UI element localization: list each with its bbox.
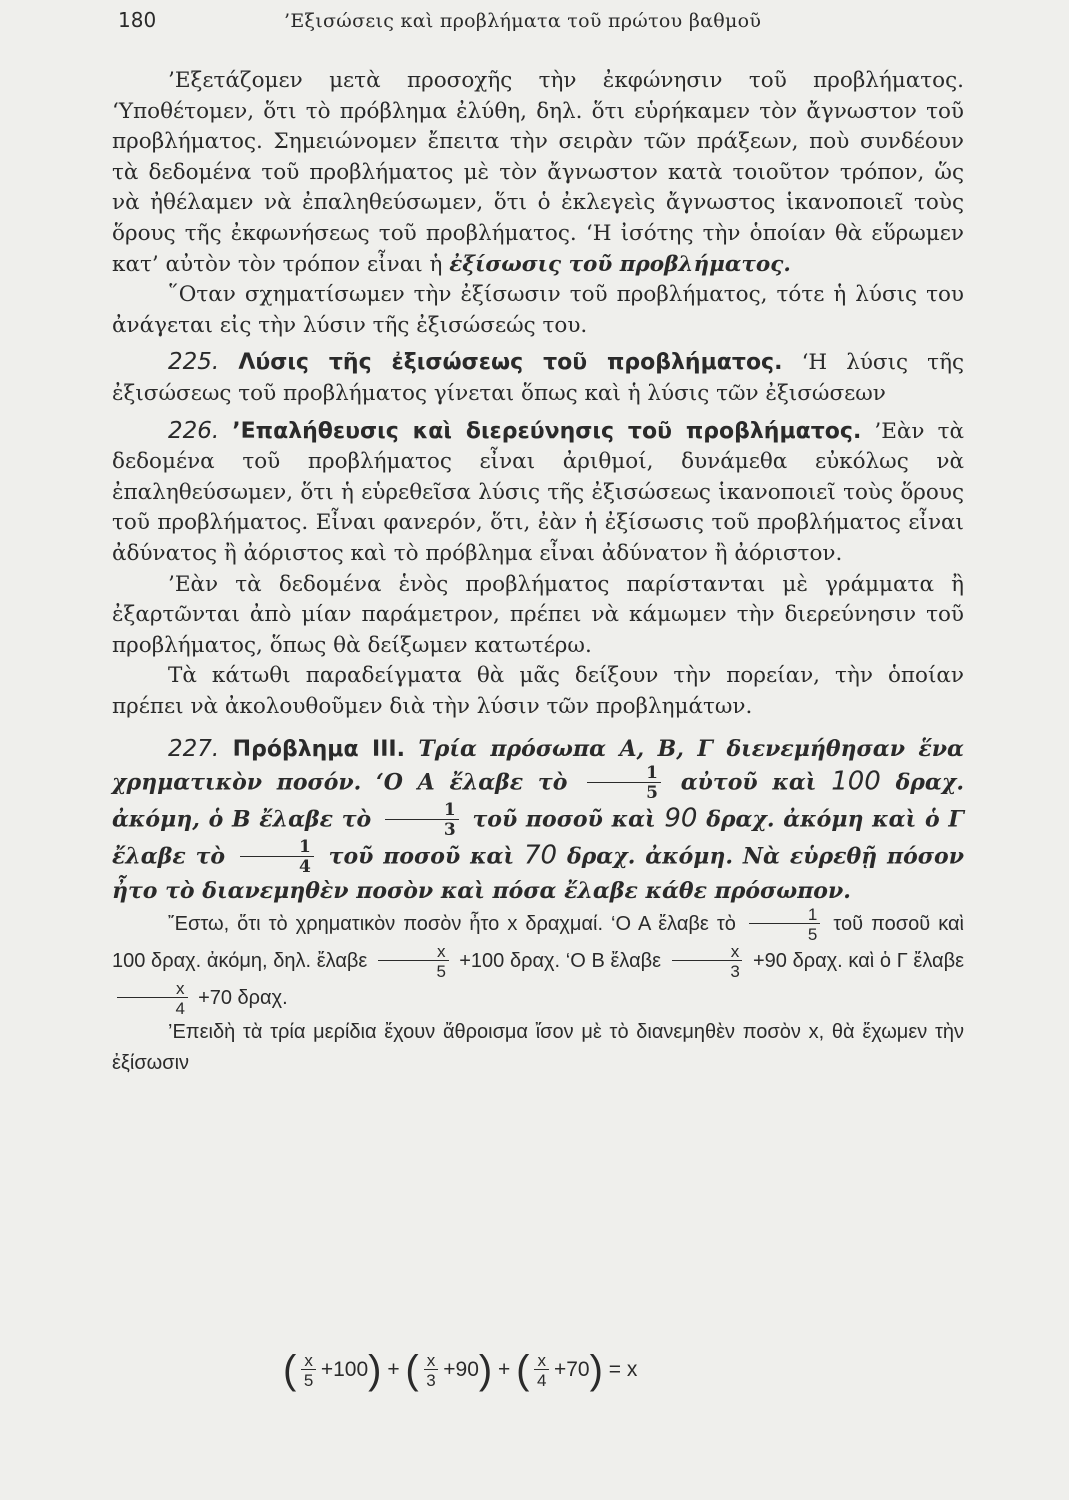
- paragraph-examples: Τὰ κάτωθι παραδείγματα θὰ μᾶς δείξουν τὴν πορείαν, τὴν ὁποίαν πρέπει νὰ ἀκολουθοῦμεν διὰ τὴν λύσιν τῶν προβλημάτων.: [112, 663, 964, 719]
- eq-term-3: +70: [553, 1358, 590, 1382]
- solution-text-e: +70 δραχ.: [198, 987, 288, 1010]
- solution-text-b: τοῦ ποσοῦ καὶ 100 δραχ. ἀκόμη, δηλ. ἔλαβε: [112, 913, 964, 973]
- section-226-number: 226.: [168, 417, 220, 444]
- problem-amount-90: 90: [664, 803, 698, 834]
- eq-plus-2: +: [498, 1358, 511, 1382]
- section-226-title: ’Επαλήθευσις καὶ διερεύνησις τοῦ προβλήματος.: [232, 418, 862, 444]
- section-227-title: Πρόβλημα ΙΙΙ.: [232, 737, 405, 763]
- solution-frac-1-5: $\frac{1}{5}$: [749, 906, 820, 943]
- solution-frac-x-5: $\frac{x}{5}$: [378, 943, 449, 980]
- solution-frac-x-3: $\frac{x}{3}$: [672, 943, 743, 980]
- section-225-title: Λύσις τῆς ἐξισώσεως τοῦ προβλήματος.: [238, 350, 783, 376]
- problem-text-1: Τρία πρόσωπα Α, Β, Γ διενεμήθησαν ἕνα χρηματικὸν ποσόν. ‘Ο Α ἔλαβε τὸ: [112, 736, 964, 796]
- page-body: [112, 66, 964, 1079]
- paragraph-method-text: ’Εξετάζομεν μετὰ προσοχῆς τὴν ἐκφώνησιν τοῦ προβλήματος. ‘Υποθέτομεν, ὅτι τὸ πρόβλημα ἐλύθη, δηλ. ὅτι εὑρήκαμεν τὸν ἄγνωστον τοῦ προβλήματος. Σημειώνομεν ἔπειτα τὴν σειρὰν τῶν πράξεων, ποὺ συνδέουν τὰ δεδομένα τοῦ προβλήματος μὲ τὸν ἄγνωστον κατὰ τοιοῦτον τρόπον, ὥς νὰ ἠθέλαμεν νὰ ἐπαληθεύσωμεν, ὅτι ὁ ἐκλεγεὶς ἄγνωστος ἱκανοποιεῖ τοὺς ὅρους τῆς ἐκφωνήσεως τοῦ προβλήματος. ‘Η ἰσότης τὴν ὁποίαν θὰ εὕρωμεν κατ’ αὐτὸν τὸν τρόπον εἶναι ἡ: [112, 68, 964, 277]
- problem-text-5: δραχ. ἀκόμη καὶ ὁ Γ ἔλαβε τὸ: [112, 806, 964, 870]
- section-225-text: ‘Η λύσις τῆς ἐξισώσεως τοῦ προβλήματος γίνεται ὅπως καὶ ἡ λύσις τῶν ἐξισώσεων: [112, 350, 964, 406]
- fraction-one-fourth: $\frac{1}{4}$: [240, 839, 314, 876]
- problem-text-2: αὐτοῦ καὶ: [680, 769, 817, 796]
- solution-frac-x-4: $\frac{x}{4}$: [117, 980, 188, 1017]
- paren-close-3: ): [589, 1348, 603, 1392]
- paragraph-sum: ’Επειδὴ τὰ τρία μερίδια ἔχουν ἄθροισμα ἴσον μὲ τὸ διανεμηθὲν ποσὸν x, θὰ ἔχωμεν τὴν ἐξίσωσιν: [112, 1021, 964, 1075]
- section-225: [112, 347, 964, 409]
- eq-term-1: +100: [320, 1358, 369, 1382]
- eq-term-2: +90: [443, 1358, 479, 1382]
- paragraph-solution: [112, 906, 964, 1017]
- eq-frac-x-3: $\frac{x}{3}$: [424, 1352, 439, 1389]
- problem-text-3: δραχ. ἀκόμη, ὁ Β ἔλαβε τὸ: [112, 769, 964, 833]
- solution-text-a: ῎Εστω, ὅτι τὸ χρηματικὸν ποσὸν ἦτο x δραχμαί. ‘Ο Α ἔλαβε τὸ: [168, 913, 736, 936]
- section-226: [112, 416, 964, 570]
- fraction-one-third: $\frac{1}{3}$: [385, 802, 459, 839]
- section-225-number: 225.: [168, 349, 220, 376]
- equation: [283, 1348, 637, 1393]
- paren-open-1: (: [283, 1348, 297, 1392]
- section-227-number: 227.: [168, 736, 220, 763]
- paren-close-1: ): [368, 1348, 382, 1392]
- eq-frac-x-4: $\frac{x}{4}$: [534, 1352, 549, 1389]
- solution-text-c: +100 δραχ. ‘Ο Β ἔλαβε: [459, 950, 662, 973]
- problem-text-4: τοῦ ποσοῦ καὶ: [472, 806, 656, 833]
- eq-frac-x-5: $\frac{x}{5}$: [301, 1352, 316, 1389]
- paragraph-method: [112, 66, 964, 280]
- running-title: ’Εξισώσεις καὶ προβλήματα τοῦ πρώτου βαθμοῦ: [284, 10, 762, 32]
- paren-open-3: (: [516, 1348, 530, 1392]
- page-header: [118, 8, 979, 38]
- paragraph-solution-reduces: ῞Οταν σχηματίσωμεν τὴν ἐξίσωσιν τοῦ προβλήματος, τότε ἡ λύσις του ἀνάγεται εἰς τὴν λύσιν τῆς ἐξισώσεώς του.: [112, 282, 964, 338]
- solution-text-d: +90 δραχ. καὶ ὁ Γ ἔλαβε: [753, 950, 965, 973]
- problem-text-7: δραχ. ἀκόμη. Νὰ εὑρεθῇ πόσον ἦτο τὸ διανεμηθὲν ποσὸν καὶ πόσα ἔλαβε κάθε πρόσωπον.: [112, 843, 964, 905]
- paren-open-2: (: [405, 1348, 419, 1392]
- eq-plus-1: +: [387, 1358, 400, 1382]
- paragraph-parameters: ’Εὰν τὰ δεδομένα ἑνὸς προβλήματος παρίστανται μὲ γράμματα ἢ ἐξαρτῶνται ἀπὸ μίαν παράμετρον, πρέπει νὰ κάμωμεν τὴν διερεύνησιν τοῦ προβλήματος, ὅπως θὰ δείξωμεν κατωτέρω.: [112, 571, 964, 658]
- section-227-problem: [112, 734, 964, 906]
- fraction-one-fifth: $\frac{1}{5}$: [587, 765, 661, 802]
- problem-text-6: τοῦ ποσοῦ καὶ: [328, 843, 515, 870]
- page-number: 180: [118, 8, 157, 32]
- eq-rhs: = x: [608, 1358, 638, 1382]
- problem-amount-70: 70: [524, 840, 558, 871]
- section-226-text: ’Εὰν τὰ δεδομένα τοῦ προβλήματος εἶναι ἀριθμοί, δυνάμεθα εὐκόλως νὰ ἐπαληθεύσωμεν, ὅτι ἡ εὑρεθεῖσα λύσις τῆς ἐξισώσεως ἱκανοποιεῖ τοὺς ὅρους τοῦ προβλήματος. Εἶναι φανερόν, ὅτι, ἐὰν ἡ ἐξίσωσις τοῦ προβλήματος εἶναι ἀδύνατος ἢ ἀόριστος καὶ τὸ πρόβλημα εἶναι ἀδύνατον ἢ ἀόριστον.: [112, 418, 964, 566]
- problem-amount-100: 100: [831, 766, 881, 797]
- term-equation-of-problem: ἐξίσωσις τοῦ προβλήματος.: [449, 251, 791, 277]
- paren-close-2: ): [478, 1348, 493, 1392]
